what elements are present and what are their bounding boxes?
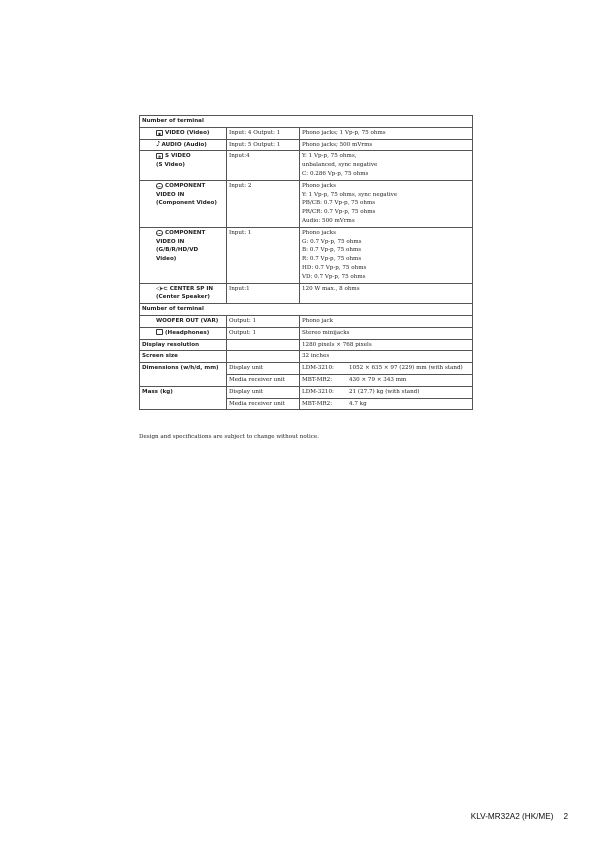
audio-io: Input: 5 Output: 1 xyxy=(227,139,300,151)
table-row xyxy=(140,339,473,351)
svideo-io: Input:4 xyxy=(227,151,300,180)
gbr-spec: Phono jacks G: 0.7 Vp-p, 75 ohms B: 0.7 Vp-p, 75 ohms R: 0.7 Vp-p, 75 ohms HD: 0.7 Vp-p, 75 ohms VD: 0.7 Vp-p, 75 ohms xyxy=(300,227,473,283)
mass-value: MBT-MR2: 4.7 kg xyxy=(300,398,473,410)
dimensions-unit: Display unit xyxy=(227,363,300,375)
mass-value: LDM-3210: 21 (27.7) kg (with stand) xyxy=(300,386,473,398)
audio-label: ♪AUDIO (Audio) xyxy=(140,139,227,151)
gbr-io: Input: 1 xyxy=(227,227,300,283)
center-io: Input:1 xyxy=(227,283,300,304)
resolution-label: Display resolution xyxy=(140,339,227,351)
mass-unit: Display unit xyxy=(227,386,300,398)
woofer-io: Output: 1 xyxy=(227,315,300,327)
component-jack-icon: ··· xyxy=(157,183,162,189)
component-spec: Phono jacks Y: 1 Vp-p, 75 ohms, sync negative PB/CB: 0.7 Vp-p, 75 ohms PR/CR: 0.7 Vp-p, 75 ohms Audio: 500 mVrms xyxy=(300,180,473,227)
screen-size-label: Screen size xyxy=(140,351,227,363)
resolution-value: 1280 pixels × 768 pixels xyxy=(300,339,473,351)
svideo-label: ⊕ S VIDEO (S Video) xyxy=(140,151,227,180)
table-row xyxy=(140,315,473,327)
headphones-label: (Headphones) xyxy=(140,327,227,339)
component-jack-icon: ··· xyxy=(157,230,162,236)
table-row xyxy=(140,304,473,316)
music-note-icon: ♪ xyxy=(156,139,161,148)
page-number: 2 xyxy=(563,812,568,821)
video-jack-icon: ◉ xyxy=(157,130,162,136)
dimensions-label: Dimensions (w/h/d, mm) xyxy=(140,363,227,387)
table-row xyxy=(140,116,473,128)
table-row xyxy=(140,127,473,139)
svideo-jack-icon: ⊕ xyxy=(157,154,162,160)
footnote: Design and specifications are subject to change without notice. xyxy=(139,434,319,440)
table-row xyxy=(140,386,473,398)
mass-unit: Media receiver unit xyxy=(227,398,300,410)
dimensions-value: MBT-MR2: 430 × 79 × 343 mm xyxy=(300,374,473,386)
table-row xyxy=(140,227,473,283)
speaker-icon: ◁▸⊂ xyxy=(156,285,170,292)
table-row xyxy=(140,151,473,180)
dimensions-unit: Media receiver unit xyxy=(227,374,300,386)
section-header: Number of terminal xyxy=(140,304,473,316)
table-row xyxy=(140,327,473,339)
section-header: Number of terminal xyxy=(140,116,473,128)
model-number: KLV-MR32A2 (HK/ME) xyxy=(470,812,554,821)
gbr-label: ··· COMPONENT VIDEO IN (G/B/R/HD/VD Video) xyxy=(140,227,227,283)
page-footer xyxy=(471,812,568,821)
headphones-spec: Stereo minijacks xyxy=(300,327,473,339)
table-row xyxy=(140,351,473,363)
table-row xyxy=(140,283,473,304)
component-io: Input: 2 xyxy=(227,180,300,227)
video-io: Input: 4 Output: 1 xyxy=(227,127,300,139)
screen-size-value: 32 inches xyxy=(300,351,473,363)
mass-label: Mass (kg) xyxy=(140,386,227,410)
table-row xyxy=(140,180,473,227)
table-row xyxy=(140,363,473,375)
component-label: ··· COMPONENT VIDEO IN (Component Video) xyxy=(140,180,227,227)
audio-spec: Phono jacks; 500 mVrms xyxy=(300,139,473,151)
center-label: ◁▸⊂ CENTER SP IN (Center Speaker) xyxy=(140,283,227,304)
video-spec: Phono jacks; 1 Vp-p, 75 ohms xyxy=(300,127,473,139)
headphones-icon xyxy=(156,329,163,335)
svideo-spec: Y: 1 Vp-p, 75 ohms, unbalanced, sync negative C: 0.286 Vp-p, 75 ohms xyxy=(300,151,473,180)
spec-table xyxy=(139,115,473,410)
center-spec: 120 W max., 8 ohms xyxy=(300,283,473,304)
woofer-spec: Phono jack xyxy=(300,315,473,327)
woofer-label: WOOFER OUT (VAR) xyxy=(140,315,227,327)
dimensions-value: LDM-3210: 1052 × 635 × 97 (229) mm (with stand) xyxy=(300,363,473,375)
table-row xyxy=(140,139,473,151)
video-label: ◉ VIDEO (Video) xyxy=(140,127,227,139)
headphones-io: Output: 1 xyxy=(227,327,300,339)
